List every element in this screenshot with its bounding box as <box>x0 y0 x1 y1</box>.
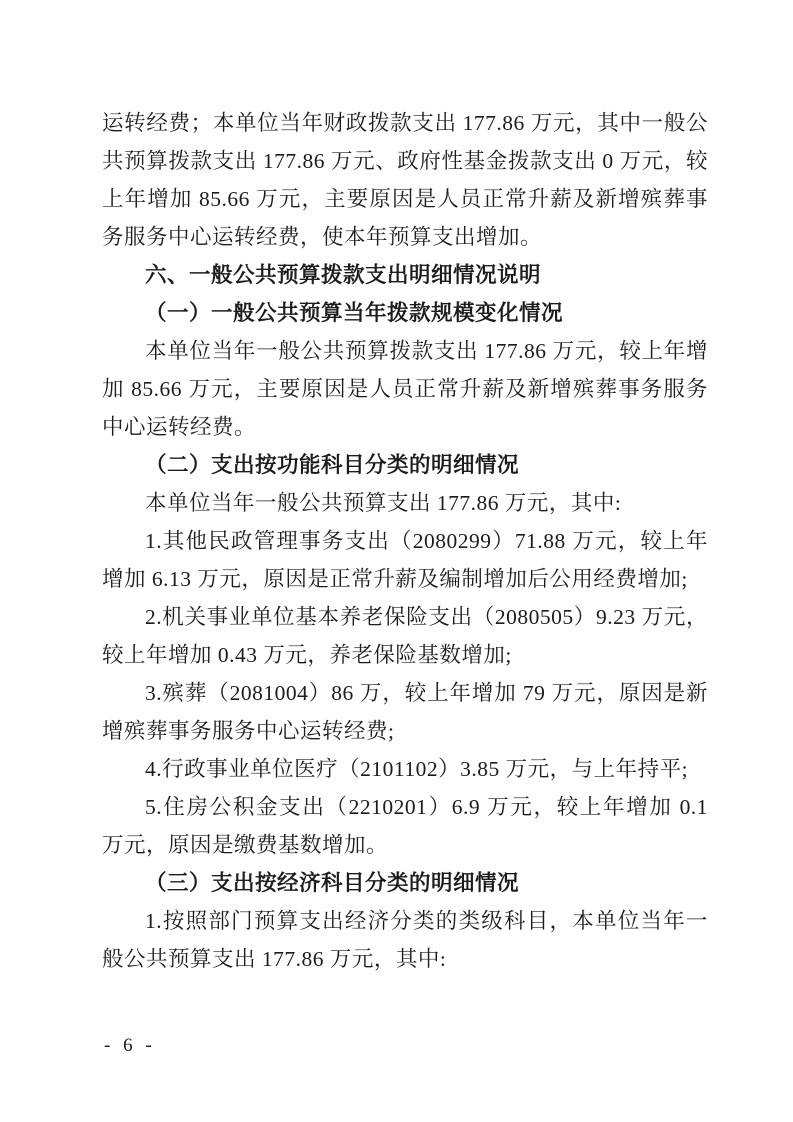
section-heading-6: 六、一般公共预算拨款支出明细情况说明 <box>145 263 542 287</box>
paragraph-functional-classification-intro: 本单位当年一般公共预算支出 177.86 万元，其中: <box>145 491 622 515</box>
paragraph-item-3-funeral: 3.殡葬（2081004）86 万，较上年增加 79 万元，原因是新增殡葬事务服务中心运转经费; <box>102 681 708 743</box>
paragraph-item-4-medical: 4.行政事业单位医疗（2101102）3.85 万元，与上年持平; <box>145 757 689 781</box>
paragraph-item-1-civil-affairs: 1.其他民政管理事务支出（2080299）71.88 万元，较上年增加 6.13 万元，原因是正常升薪及编制增加后公用经费增加; <box>102 529 708 591</box>
subsection-heading-1: （一）一般公共预算当年拨款规模变化情况 <box>145 301 564 325</box>
subsection-heading-2: （二）支出按功能科目分类的明细情况 <box>145 453 520 477</box>
paragraph-item-2-pension-insurance: 2.机关事业单位基本养老保险支出（2080505）9.23 万元，较上年增加 0.43 万元，养老保险基数增加; <box>102 605 708 667</box>
subsection-heading-3: （三）支出按经济科目分类的明细情况 <box>145 871 520 895</box>
paragraph-fiscal-appropriation-summary: 运转经费；本单位当年财政拨款支出 177.86 万元，其中一般公共预算拨款支出 177.86 万元、政府性基金拨款支出 0 万元，较上年增加 85.66 万元，主要原因是人员正常升薪及新增殡葬事务服务中心运转经费，使本年预算支出增加。 <box>102 111 708 249</box>
document-content <box>102 104 708 978</box>
paragraph-appropriation-scale-change: 本单位当年一般公共预算拨款支出 177.86 万元，较上年增加 85.66 万元，主要原因是人员正常升薪及新增殡葬事务服务中心运转经费。 <box>102 339 708 439</box>
paragraph-economic-classification-intro: 1.按照部门预算支出经济分类的类级科目，本单位当年一般公共预算支出 177.86 万元，其中: <box>102 909 708 971</box>
page-number: - 6 - <box>104 1035 156 1056</box>
paragraph-item-5-housing-fund: 5.住房公积金支出（2210201）6.9 万元，较上年增加 0.1 万元，原因是缴费基数增加。 <box>102 795 708 857</box>
